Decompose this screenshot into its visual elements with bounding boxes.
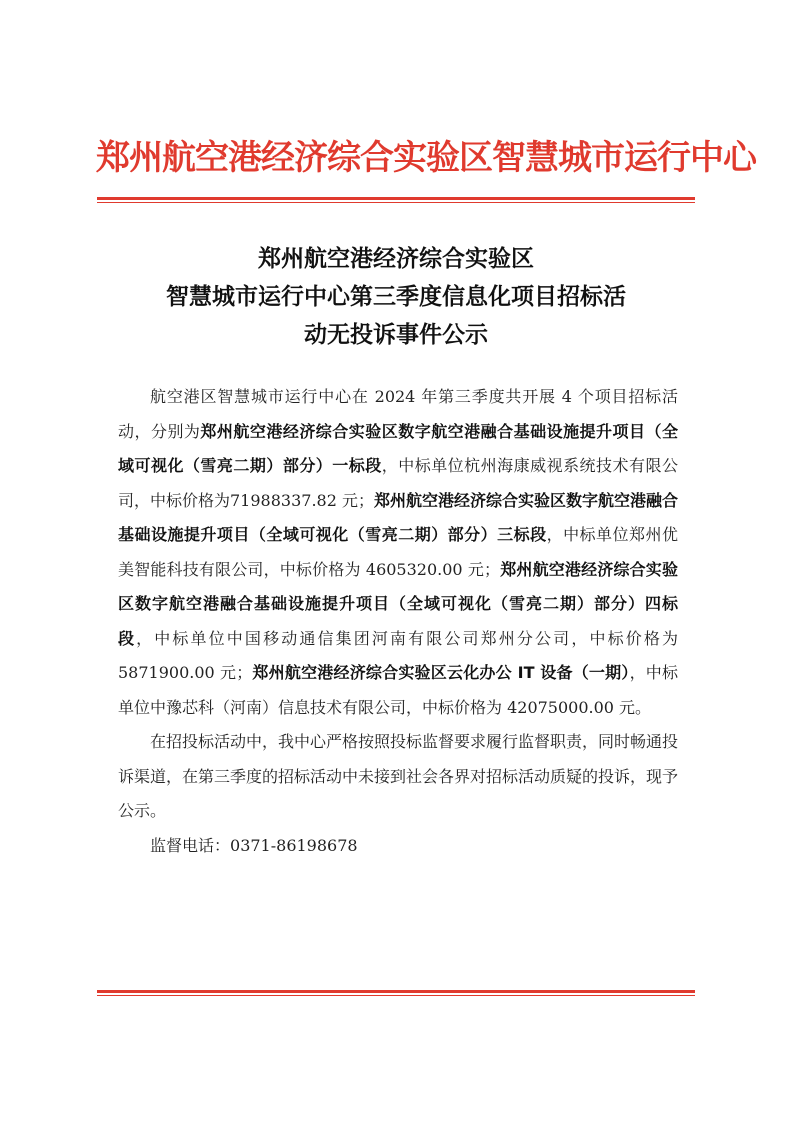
project-2-result: ，中标单位郑州优美智能科技有限公司，中标价格为 4605320.00 元；: [118, 525, 678, 579]
title-line-3: 动无投诉事件公示: [304, 322, 488, 348]
letterhead-divider: [97, 197, 695, 203]
document-title: [96, 240, 696, 354]
project-3-result: ，中标单位中国移动通信集团河南有限公司郑州分公司，中标价格为 5871900.00 元；: [118, 628, 678, 682]
contact-phone: 0371-86198678: [230, 835, 358, 855]
letterhead-org-name: 郑州航空港经济综合实验区智慧城市运行中心: [96, 138, 756, 178]
paragraph-intro: 航空港区智慧城市运行中心在 2024 年第三季度共开展 4 个项目招标活动，分别为: [118, 387, 678, 441]
project-1-result: ，中标单位杭州海康威视系统技术有限公司，中标价格为71988337.82 元；: [118, 456, 678, 510]
document-body: [118, 380, 678, 863]
project-3-name: 郑州航空港经济综合实验区数字航空港融合基础设施提升项目（全域可视化（雪亮二期）部分）四标段: [118, 559, 678, 648]
title-line-2: 智慧城市运行中心第三季度信息化项目招标活: [166, 284, 626, 310]
project-4-result: ，中标单位中豫芯科（河南）信息技术有限公司，中标价格为 42075000.00 元。: [118, 663, 678, 717]
paragraph-projects: [118, 380, 678, 725]
footer-divider: [97, 990, 695, 996]
paragraph-supervision: 在招投标活动中，我中心严格按照投标监督要求履行监督职责，同时畅通投诉渠道，在第三季度的招标活动中未接到社会各界对招标活动质疑的投诉，现予公示。: [118, 732, 679, 820]
title-line-1: 郑州航空港经济综合实验区: [258, 246, 534, 272]
project-1-name: 郑州航空港经济综合实验区数字航空港融合基础设施提升项目（全域可视化（雪亮二期）部分）一标段: [118, 421, 678, 475]
contact-label: 监督电话：: [150, 835, 231, 855]
contact-line: [118, 829, 678, 864]
project-2-name: 郑州航空港经济综合实验区数字航空港融合基础设施提升项目（全域可视化（雪亮二期）部分）三标段: [118, 490, 678, 544]
project-4-name: 郑州航空港经济综合实验区云化办公 IT 设备（一期）: [252, 663, 630, 682]
